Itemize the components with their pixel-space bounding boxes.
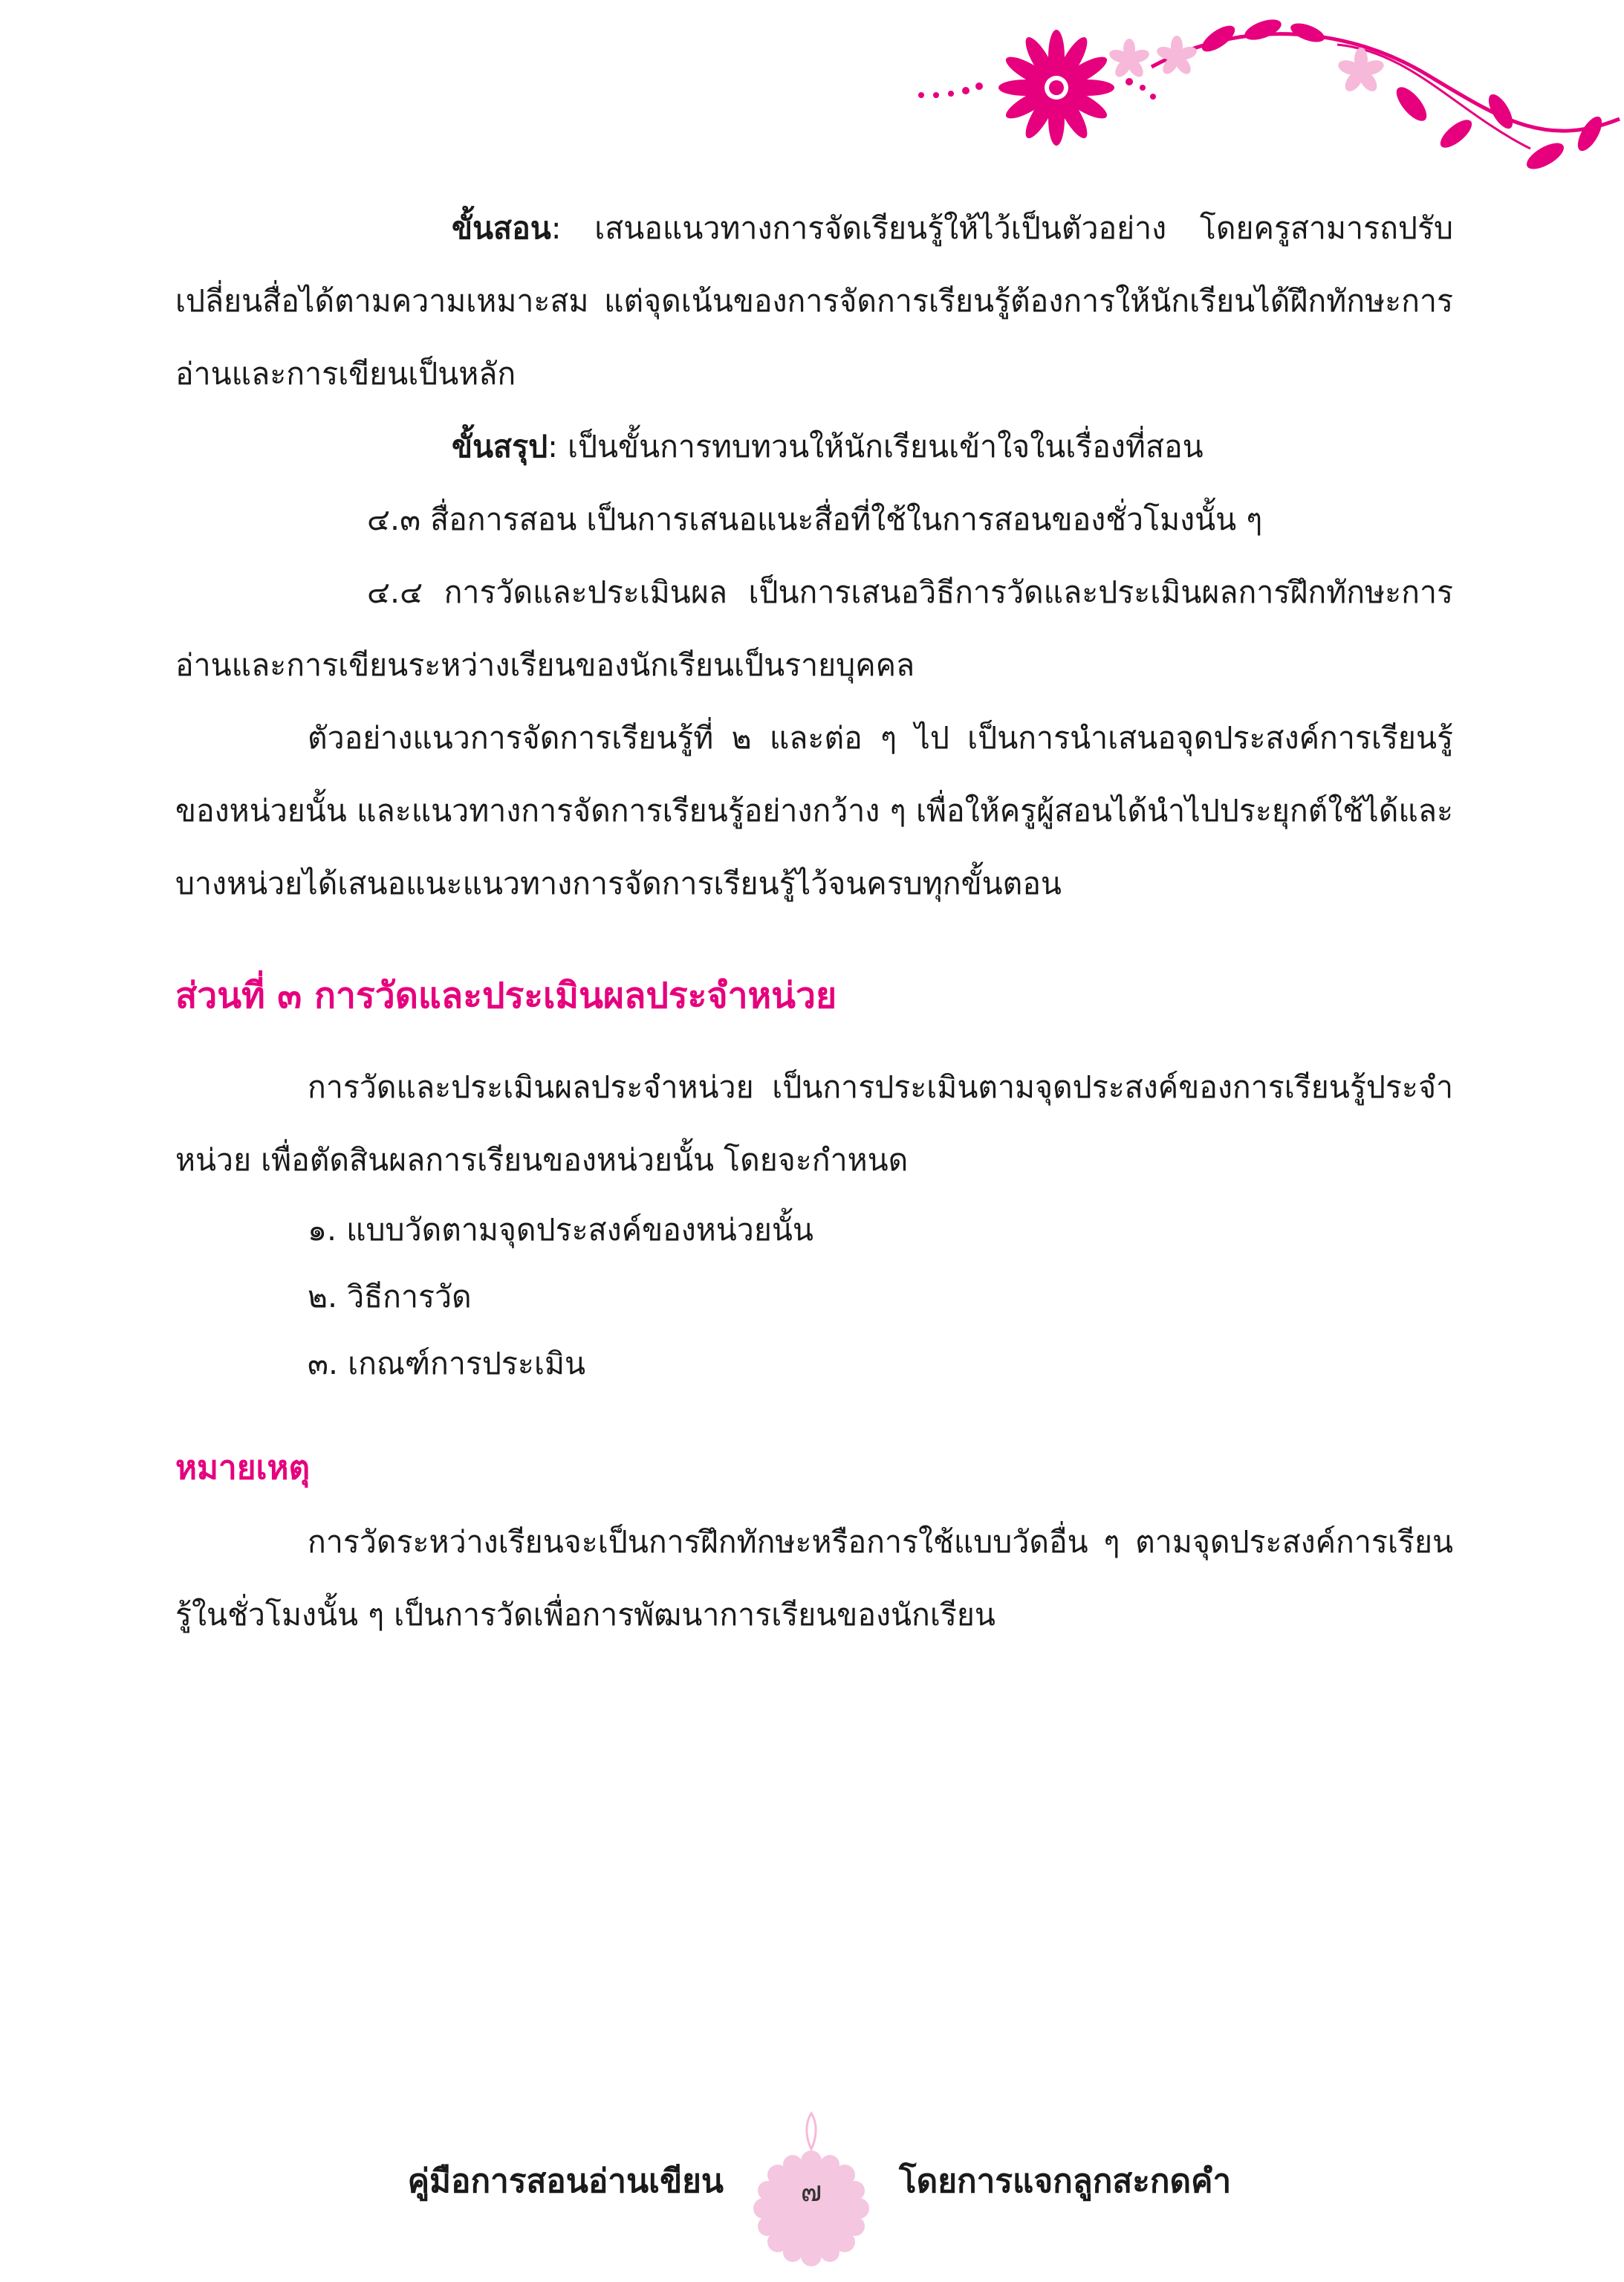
section-3-heading: ส่วนที่ ๓ การวัดและประเมินผลประจำหน่วย (175, 975, 837, 1017)
note-text: การวัดระหว่างเรียนจะเป็นการฝึกทักษะหรือการใช้แบบวัดอื่น ๆ ตามจุดประสงค์การเรียนรู้ในชั่วโมงนั้น ๆ เป็นการวัดเพื่อการพัฒนาการเรียนของนักเรียน (175, 1524, 1453, 1633)
page-footer (0, 2110, 1624, 2281)
label-teaching-step: ขั้นสอน (452, 210, 551, 246)
paragraph-teaching-step (175, 192, 1453, 410)
section-3-intro: การวัดและประเมินผลประจำหน่วย เป็นการประเมินตามจุดประสงค์ของการเรียนรู้ประจำหน่วย เพื่อตัดสินผลการเรียนของหน่วยนั้น โดยจะกำหนด (175, 1069, 1453, 1178)
paragraph-summary-step (175, 410, 1453, 483)
list-item: ๒. วิธีการวัด (308, 1279, 472, 1315)
flower-vine-icon (891, 0, 1624, 193)
list-item: ๓. เกณฑ์การประเมิน (308, 1346, 586, 1381)
list-item: ๑. แบบวัดตามจุดประสงค์ของหน่วยนั้น (308, 1212, 813, 1248)
text-teaching-step: : เสนอแนวทางการจัดเรียนรู้ให้ไว้เป็นตัวอย่าง โดยครูสามารถปรับเปลี่ยนสื่อได้ตามความเหมาะสม แต่จุดเน้นของการจัดการเรียนรู้ต้องการให้นักเรียนได้ฝึกทักษะการอ่านและการเขียนเป็นหลัก (175, 210, 1453, 392)
paragraph-example: ตัวอย่างแนวการจัดการเรียนรู้ที่ ๒ และต่อ ๆ ไป เป็นการนำเสนอจุดประสงค์การเรียนรู้ของหน่วยนั้น และแนวทางการจัดการเรียนรู้อย่างกว้าง ๆ เพื่อให้ครูผู้สอนได้นำไปประยุกต์ใช้ได้และบางหน่วยได้เสนอแนะแนวทางการจัดการเรียนรู้ไว้จนครบทุกขั้นตอน (175, 720, 1453, 901)
item-4-3: ๔.๓ สื่อการสอน เป็นการเสนอแนะสื่อที่ใช้ในการสอนของชั่วโมงนั้น ๆ (367, 502, 1263, 537)
text-summary-step: : เป็นขั้นการทบทวนให้นักเรียนเข้าใจในเรื่องที่สอน (548, 429, 1204, 464)
page-number: ๗ (800, 2175, 822, 2208)
footer-book-title: คู่มือการสอนอ่านเขียน (407, 2162, 724, 2200)
page-body (175, 192, 1453, 1651)
note-heading: หมายเหตุ (175, 1449, 311, 1487)
item-4-4: ๔.๔ การวัดและประเมินผล เป็นการเสนอวิธีการวัดและประเมินผลการฝึกทักษะการอ่านและการเขียนระหว่างเรียนของนักเรียนเป็นรายบุคคล (175, 574, 1453, 683)
footer-book-subtitle: โดยการแจกลูกสะกดคำ (899, 2162, 1232, 2200)
label-summary-step: ขั้นสรุป (452, 429, 548, 464)
